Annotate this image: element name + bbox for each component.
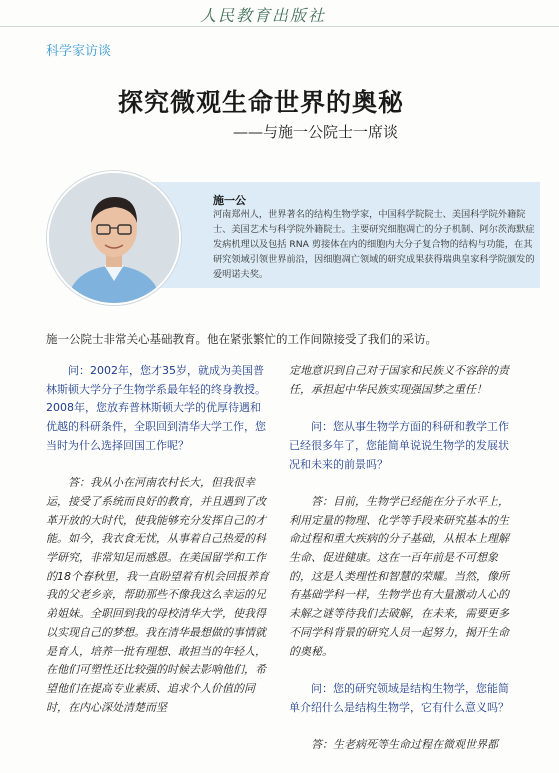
left-column [46, 362, 271, 736]
answer-2: 答：目前，生物学已经能在分子水平上，利用定量的物理、化学等手段来研究基本的生命过程和重大疾病的分子基础，从根本上理解生命、促进健康。这在一百年前是不可想象的，这是人类理性和智慧的荣耀。当然，像所有基础学科一样，生物学也有大量激动人心的未解之谜等待我们去破解，在未来，需要更多不同学科背景的研究人员一起努力，揭开生命的奥秘。 [289, 494, 509, 658]
profile-name: 施一公 [213, 194, 246, 207]
question-2: 问：您从事生物学方面的科研和教学工作已经很多年了，您能简单说说生物学的发展状况和未来的前景吗？ [289, 420, 509, 471]
publisher-logo: 人民教育出版社 [200, 6, 327, 25]
answer-3: 答：生老病死等生命过程在微观世界都 [311, 738, 498, 751]
profile-bio: 河南郑州人，世界著名的结构生物学家，中国科学院院士、美国科学院外籍院士、美国艺术与科学院外籍院士。主要研究细胞凋亡的分子机制、阿尔茨海默症发病机理以及包括 RNA 剪接体在内的细胞内大分子复合物的结构与功能，在其研究领域引领世界前沿，因细胞凋亡领域的研究成果获得瑞典皇家科学院颁发的爱明诺夫奖。 [213, 209, 535, 280]
article-subtitle: ——与施一公院士一席谈 [233, 123, 399, 141]
article-title: 探究微观生命世界的奥秘 [118, 88, 405, 117]
right-column [289, 362, 511, 773]
answer-1-continued: 定地意识到自己对于国家和民族义不容辞的责任，承担起中华民族实现强国梦之重任！ [289, 364, 509, 396]
header-divider [0, 26, 559, 27]
answer-1: 答：我从小在河南农村长大，但我很幸运，接受了系统而良好的教育，并且遇到了改革开放的大时代，使我能够充分发挥自己的才能。如今，我衣食无忧，从事着自己热爱的科学研究，非常知足而感恩。在美国留学和工作的18个春秋里，我一直盼望着有机会回报养育我的父老乡亲，帮助那些不像我这么幸运的兄弟姐妹。全职回到我的母校清华大学，使我得以实现自己的梦想。我在清华最想做的事情就是育人，培养一批有理想、敢担当的年轻人，在他们可塑性还比较强的时候去影响他们，希望他们在提高专业素质、追求个人价值的同时，在内心深处清楚而坚 [46, 476, 269, 714]
author-portrait [47, 171, 181, 305]
question-3: 问：您的研究领域是结构生物学，您能简单介绍什么是结构生物学，它有什么意义吗？ [289, 681, 509, 714]
section-label: 科学家访谈 [46, 44, 112, 59]
article-intro: 施一公院士非常关心基础教育。他在紧张繁忙的工作间隙接受了我们的采访。 [46, 332, 437, 346]
question-1: 问：2002年，您才35岁，就成为美国普林斯顿大学分子生物学系最年轻的终身教授。2008年，您放弃普林斯顿大学的优厚待遇和优越的科研条件，全职回到清华大学工作，您当时为什么选择回国工作呢？ [46, 364, 266, 452]
